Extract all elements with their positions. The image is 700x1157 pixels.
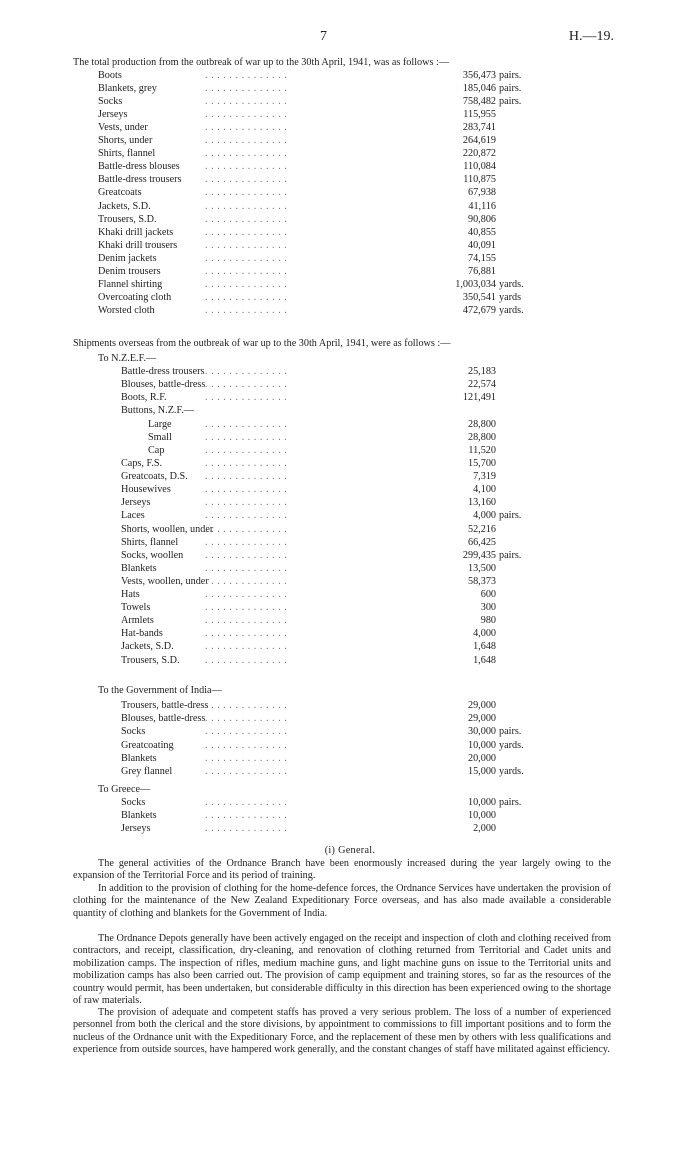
item-label: Jackets, S.D. <box>98 200 151 212</box>
general-paragraph-2: In addition to the provision of clothing for the home-defence forces, the Ordnance Services have undertaken the provision of clothing for the maintenance of the New Zealand Expeditionary Force overseas, and has also made available a considerable quantity of clothing and blankets for the Government of India. <box>73 883 611 919</box>
leader-dots: . . . . . . . . . . . . . . <box>205 823 288 835</box>
item-label: Hats <box>121 589 140 600</box>
leader-dots: . . . . . . . . . . . . . . <box>205 379 288 391</box>
item-value: 4,100 <box>473 484 496 496</box>
list-row <box>0 201 700 213</box>
india-heading: To the Government of India— <box>98 685 222 696</box>
leader-dots: . . . . . . . . . . . . . . <box>205 213 288 225</box>
list-row <box>0 589 700 601</box>
item-label: Grey flannel <box>121 766 173 777</box>
item-value: 25,183 <box>467 366 496 377</box>
item-value: 74,155 <box>467 252 496 264</box>
list-row <box>0 109 700 121</box>
item-label: Blankets <box>121 752 157 764</box>
item-value: 58,373 <box>467 575 496 587</box>
item-value: 28,800 <box>467 432 496 444</box>
leader-dots: . . . . . . . . . . . . . . <box>205 432 288 444</box>
item-label: Trousers, S.D. <box>98 213 157 225</box>
leader-dots: . . . . . . . . . . . . . . <box>205 654 288 666</box>
leader-dots: . . . . . . . . . . . . . . <box>205 523 288 535</box>
item-label: Large <box>148 419 172 430</box>
item-label: Denim trousers <box>98 265 161 277</box>
buttons-heading: Buttons, N.Z.F.— <box>121 405 195 416</box>
item-label: Vests, under <box>98 122 148 134</box>
item-label: Armlets <box>121 615 154 627</box>
item-value: 30,000 <box>467 726 496 738</box>
item-unit: pairs. <box>499 83 522 95</box>
item-value: 1,648 <box>473 654 496 666</box>
leader-dots: . . . . . . . . . . . . . . <box>205 497 288 509</box>
list-row <box>0 96 700 108</box>
item-label: Battle-dress trousers <box>121 366 205 377</box>
item-label: Socks <box>98 96 123 108</box>
item-value: 980 <box>480 615 496 627</box>
list-row <box>0 576 700 588</box>
leader-dots: . . . . . . . . . . . . . . <box>205 135 288 147</box>
item-label: Cap <box>148 445 165 457</box>
leader-dots: . . . . . . . . . . . . . . <box>205 148 288 160</box>
list-row <box>0 392 700 404</box>
item-label: Towels <box>121 602 151 614</box>
item-unit: pairs. <box>499 510 522 522</box>
list-row <box>0 628 700 640</box>
item-label: Blankets, grey <box>98 83 157 95</box>
item-label: Trousers, S.D. <box>121 654 180 666</box>
leader-dots: . . . . . . . . . . . . . . <box>205 96 288 108</box>
item-value: 7,319 <box>473 471 496 483</box>
item-value: 29,000 <box>467 700 496 711</box>
item-label: Blankets <box>121 562 157 574</box>
list-row <box>0 292 700 304</box>
item-label: Jackets, S.D. <box>121 641 174 653</box>
production-intro: The total production from the outbreak of war up to the 30th April, 1941, was as follows :— <box>73 57 450 68</box>
item-value: 13,500 <box>467 562 496 574</box>
item-value: 110,084 <box>463 161 496 173</box>
leader-dots: . . . . . . . . . . . . . . <box>205 122 288 134</box>
leader-dots: . . . . . . . . . . . . . . <box>205 602 288 614</box>
list-row <box>0 550 700 562</box>
item-unit: pairs. <box>499 96 522 108</box>
list-row <box>0 240 700 252</box>
list-row <box>0 305 700 317</box>
leader-dots: . . . . . . . . . . . . . . <box>205 726 288 738</box>
leader-dots: . . . . . . . . . . . . . . <box>205 70 288 81</box>
leader-dots: . . . . . . . . . . . . . . <box>205 484 288 496</box>
item-label: Khaki drill jackets <box>98 226 174 238</box>
item-label: Greatcoating <box>121 739 174 751</box>
list-row <box>0 83 700 95</box>
list-row <box>0 279 700 291</box>
item-value: 1,003,034 <box>455 278 496 290</box>
item-value: 66,425 <box>467 536 496 548</box>
leader-dots: . . . . . . . . . . . . . . <box>205 549 288 561</box>
leader-dots: . . . . . . . . . . . . . . <box>205 575 288 587</box>
leader-dots: . . . . . . . . . . . . . . <box>205 562 288 574</box>
list-row <box>0 510 700 522</box>
leader-dots: . . . . . . . . . . . . . . <box>205 161 288 173</box>
item-label: Blouses, battle-dress <box>121 379 206 391</box>
item-value: 90,806 <box>467 213 496 225</box>
item-value: 76,881 <box>467 265 496 277</box>
leader-dots: . . . . . . . . . . . . . . <box>205 536 288 548</box>
item-value: 472,679 <box>462 304 496 316</box>
item-label: Jerseys <box>98 109 128 121</box>
list-row <box>0 379 700 391</box>
list-row <box>0 713 700 725</box>
item-label: Laces <box>121 510 145 522</box>
nzef-heading: To N.Z.E.F.— <box>98 353 157 364</box>
item-unit: yards. <box>499 766 524 777</box>
item-label: Socks <box>121 726 146 738</box>
leader-dots: . . . . . . . . . . . . . . <box>205 797 288 808</box>
leader-dots: . . . . . . . . . . . . . . <box>205 304 288 316</box>
item-value: 4,000 <box>473 510 496 522</box>
item-value: 1,648 <box>473 641 496 653</box>
item-unit: pairs. <box>499 70 522 81</box>
item-value: 2,000 <box>473 823 496 835</box>
item-label: Socks <box>121 797 146 808</box>
leader-dots: . . . . . . . . . . . . . . <box>205 471 288 483</box>
list-row <box>0 187 700 199</box>
item-label: Shirts, flannel <box>98 148 156 160</box>
item-label: Battle-dress trousers <box>98 174 182 186</box>
item-value: 13,160 <box>467 497 496 509</box>
leader-dots: . . . . . . . . . . . . . . <box>205 641 288 653</box>
item-unit: yards. <box>499 278 524 290</box>
leader-dots: . . . . . . . . . . . . . . <box>205 174 288 186</box>
item-value: 10,000 <box>467 797 496 808</box>
leader-dots: . . . . . . . . . . . . . . <box>205 419 288 430</box>
item-value: 115,955 <box>463 109 496 121</box>
item-label: Hat-bands <box>121 628 163 640</box>
list-row <box>0 70 700 82</box>
item-label: Blankets <box>121 810 157 822</box>
list-row <box>0 366 700 378</box>
leader-dots: . . . . . . . . . . . . . . <box>205 739 288 751</box>
general-paragraph-3: The Ordnance Depots generally have been actively engaged on the receipt and inspection of cloth and clothing received from contractors, and receipt, classification, dry-cleaning, and renovation of clothing returned from Territorial and Cadet units and mobilization camps. The inspection of rifles, medium machine guns, and light machine guns on issue to the Territorial units and mobilization camps has also been carried out. The provision of camp equipment and training stores, so far as the resources of the country would permit, has been undertaken, but considerable difficulty in this direction has been experienced owing to the shortage of raw materials. <box>73 933 611 1007</box>
list-row <box>0 458 700 470</box>
leader-dots: . . . . . . . . . . . . . . <box>205 589 288 600</box>
list-row <box>0 497 700 509</box>
leader-dots: . . . . . . . . . . . . . . <box>205 510 288 522</box>
leader-dots: . . . . . . . . . . . . . . <box>205 278 288 290</box>
item-label: Housewives <box>121 484 171 496</box>
leader-dots: . . . . . . . . . . . . . . <box>205 392 288 404</box>
item-value: 264,619 <box>462 135 496 147</box>
item-value: 20,000 <box>467 752 496 764</box>
list-row <box>0 148 700 160</box>
item-unit: pairs. <box>499 549 522 561</box>
item-label: Blouses, battle-dress <box>121 713 206 725</box>
leader-dots: . . . . . . . . . . . . . . <box>205 200 288 212</box>
item-unit: yards. <box>499 304 524 316</box>
item-label: Flannel shirting <box>98 278 163 290</box>
item-value: 40,855 <box>467 226 496 238</box>
item-label: Boots <box>98 70 122 81</box>
item-value: 283,741 <box>462 122 496 134</box>
list-row <box>0 432 700 444</box>
list-row <box>0 797 700 809</box>
item-value: 350,541 <box>462 291 496 303</box>
item-label: Boots, R.F. <box>121 392 167 404</box>
list-row <box>0 214 700 226</box>
item-value: 299,435 <box>462 549 496 561</box>
list-row <box>0 471 700 483</box>
item-value: 185,046 <box>462 83 496 95</box>
item-label: Denim jackets <box>98 252 157 264</box>
leader-dots: . . . . . . . . . . . . . . <box>205 226 288 238</box>
item-label: Small <box>148 432 172 444</box>
item-label: Shorts, under <box>98 135 153 147</box>
leader-dots: . . . . . . . . . . . . . . <box>205 109 288 121</box>
leader-dots: . . . . . . . . . . . . . . <box>205 615 288 627</box>
item-label: Overcoating cloth <box>98 291 172 303</box>
item-value: 10,000 <box>467 810 496 822</box>
list-row <box>0 700 700 712</box>
list-row <box>0 253 700 265</box>
item-label: Jerseys <box>121 823 151 835</box>
item-label: Vests, woollen, under <box>121 575 209 587</box>
item-value: 11,520 <box>468 445 496 457</box>
list-row <box>0 537 700 549</box>
item-value: 67,938 <box>467 187 496 199</box>
document-reference: H.—19. <box>568 29 614 44</box>
list-row <box>0 524 700 536</box>
list-row <box>0 174 700 186</box>
item-value: 28,800 <box>467 419 496 430</box>
list-row <box>0 740 700 752</box>
leader-dots: . . . . . . . . . . . . . . <box>205 366 288 377</box>
section-heading: (i) General. <box>324 845 376 856</box>
item-unit: pairs. <box>499 797 522 808</box>
item-value: 41,116 <box>468 200 496 212</box>
item-label: Jerseys <box>121 497 151 509</box>
leader-dots: . . . . . . . . . . . . . . <box>205 83 288 95</box>
item-label: Greatcoats, D.S. <box>121 471 188 483</box>
item-value: 220,872 <box>462 148 496 160</box>
shipments-intro: Shipments overseas from the outbreak of war up to the 30th April, 1941, were as follows :— <box>73 338 451 349</box>
list-row <box>0 615 700 627</box>
item-label: Shirts, flannel <box>121 536 179 548</box>
list-row <box>0 641 700 653</box>
item-value: 15,700 <box>467 458 496 469</box>
list-row <box>0 766 700 778</box>
leader-dots: . . . . . . . . . . . . . . <box>205 252 288 264</box>
leader-dots: . . . . . . . . . . . . . . <box>205 291 288 303</box>
item-label: Greatcoats <box>98 187 142 199</box>
list-row <box>0 135 700 147</box>
list-row <box>0 726 700 738</box>
item-value: 22,574 <box>467 379 496 391</box>
item-unit: yards <box>499 291 522 303</box>
item-value: 110,875 <box>463 174 496 186</box>
item-value: 356,473 <box>462 70 496 81</box>
general-paragraph-1: The general activities of the Ordnance Branch have been enormously increased during the year largely owing to the expansion of the Territorial Force and its period of training. <box>73 858 611 882</box>
item-label: Worsted cloth <box>98 304 155 316</box>
item-label: Caps, F.S. <box>121 458 163 469</box>
item-value: 758,482 <box>462 96 496 108</box>
item-unit: pairs. <box>499 726 522 738</box>
item-value: 4,000 <box>473 628 496 640</box>
leader-dots: . . . . . . . . . . . . . . <box>205 700 288 711</box>
list-row <box>0 753 700 765</box>
item-value: 10,000 <box>467 739 496 751</box>
item-value: 121,491 <box>462 392 496 404</box>
item-label: Battle-dress blouses <box>98 161 180 173</box>
item-unit: yards. <box>499 739 524 751</box>
leader-dots: . . . . . . . . . . . . . . <box>205 766 288 777</box>
general-paragraph-4: The provision of adequate and competent staffs has proved a very serious problem. The loss of a number of experienced personnel from both the clerical and the store divisions, by appointment to commissions to fill important positions and to form the nucleus of the Ordnance unit with the Expeditionary Force, and the replacement of these men by others with less qualifications and experience from outside sources, have hampered work generally, and the constant changes of staff have militated against efficiency. <box>73 1007 611 1056</box>
item-value: 29,000 <box>467 713 496 725</box>
list-row <box>0 602 700 614</box>
item-label: Khaki drill trousers <box>98 239 178 251</box>
list-row <box>0 122 700 134</box>
list-row <box>0 484 700 496</box>
list-row <box>0 445 700 457</box>
item-value: 300 <box>480 602 496 614</box>
item-value: 52,216 <box>467 523 496 535</box>
leader-dots: . . . . . . . . . . . . . . <box>205 445 288 457</box>
list-row <box>0 266 700 278</box>
leader-dots: . . . . . . . . . . . . . . <box>205 458 288 469</box>
leader-dots: . . . . . . . . . . . . . . <box>205 265 288 277</box>
page-number: 7 <box>320 29 327 44</box>
item-label: Trousers, battle-dress <box>121 700 209 711</box>
item-value: 15,000 <box>467 766 496 777</box>
leader-dots: . . . . . . . . . . . . . . <box>205 810 288 822</box>
list-row <box>0 655 700 667</box>
leader-dots: . . . . . . . . . . . . . . <box>205 187 288 199</box>
list-row <box>0 823 700 835</box>
greece-heading: To Greece— <box>98 784 151 795</box>
item-label: Shorts, woollen, under <box>121 523 214 535</box>
list-row <box>0 161 700 173</box>
item-value: 600 <box>480 589 496 600</box>
list-row <box>0 810 700 822</box>
item-value: 40,091 <box>467 239 496 251</box>
item-label: Socks, woollen <box>121 549 184 561</box>
leader-dots: . . . . . . . . . . . . . . <box>205 628 288 640</box>
list-row <box>0 227 700 239</box>
list-row <box>0 419 700 431</box>
leader-dots: . . . . . . . . . . . . . . <box>205 713 288 725</box>
leader-dots: . . . . . . . . . . . . . . <box>205 239 288 251</box>
list-row <box>0 563 700 575</box>
leader-dots: . . . . . . . . . . . . . . <box>205 752 288 764</box>
